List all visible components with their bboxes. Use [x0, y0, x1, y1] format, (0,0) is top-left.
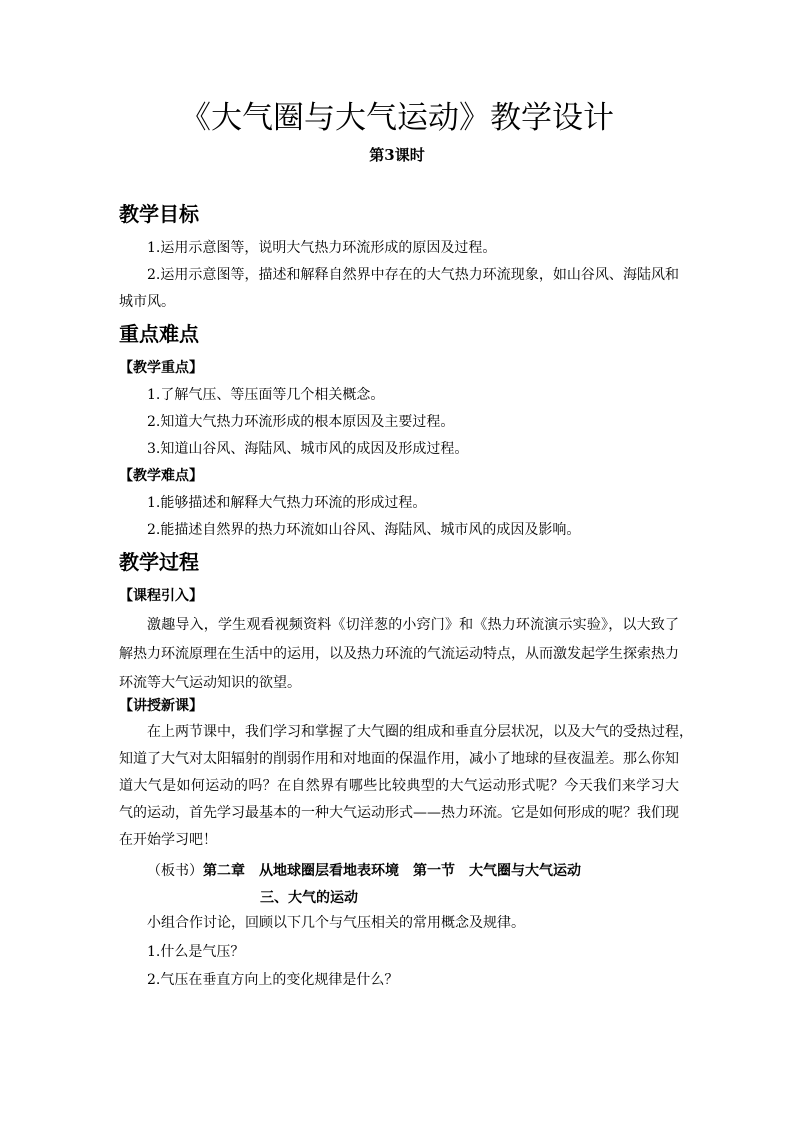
intro-tag: 【课程引入】: [119, 588, 203, 604]
process-heading: 教学过程: [119, 550, 199, 574]
question-2: 2.气压在垂直方向上的变化规律是什么？: [147, 972, 399, 988]
document-subtitle: 第3课时: [369, 146, 425, 164]
objective-item-2-cont: 城市风。: [119, 294, 175, 310]
intro-line-3: 环流等大气运动知识的欲望。: [119, 675, 301, 691]
new-line-5: 在开始学习吧！: [119, 832, 217, 848]
difficulty-item-1: 1.能够描述和解释大气热力环流的形成过程。: [147, 495, 427, 511]
difficulty-tag: 【教学难点】: [119, 468, 203, 484]
difficulty-item-2: 2.能描述自然界的热力环流如山谷风、海陆风、城市风的成因及影响。: [147, 522, 581, 538]
new-line-3: 道大气是如何运动的吗？在自然界有哪些比较典型的大气运动形式呢？今天我们来学习大: [119, 778, 679, 794]
board-prefix: （板书）: [147, 863, 203, 879]
new-line-2: 知道了大气对太阳辐射的削弱作用和对地面的保温作用，减小了地球的昼夜温差。那么你知: [119, 751, 679, 767]
board-subheading: 三、大气的运动: [260, 890, 358, 906]
objective-item-2: 2.运用示意图等，描述和解释自然界中存在的大气热力环流现象，如山谷风、海陆风和: [147, 267, 679, 283]
emphasis-item-1: 1.了解气压、等压面等几个相关概念。: [147, 387, 385, 403]
question-1: 1.什么是气压？: [147, 944, 245, 960]
board-text: 第二章 从地球圈层看地表环境 第一节 大气圈与大气运动: [203, 863, 581, 879]
new-line-4: 气的运动，首先学习最基本的一种大气运动形式——热力环流。它是如何形成的呢？我们现: [119, 805, 679, 821]
group-discussion-line: 小组合作讨论，回顾以下几个与气压相关的常用概念及规律。: [147, 915, 525, 931]
new-line-1: 在上两节课中，我们学习和掌握了大气圈的组成和垂直分层状况，以及大气的受热过程，: [147, 724, 693, 740]
emphasis-item-2: 2.知道大气热力环流形成的根本原因及主要过程。: [147, 414, 455, 430]
emphasis-item-3: 3.知道山谷风、海陆风、城市风的成因及形成过程。: [147, 441, 469, 457]
objectives-heading: 教学目标: [119, 202, 199, 226]
intro-line-1: 激趣导入，学生观看视频资料《切洋葱的小窍门》和《热力环流演示实验》，以大致了: [147, 617, 679, 633]
intro-line-2: 解热力环流原理在生活中的运用，以及热力环流的气流运动特点，从而激发起学生探索热力: [119, 646, 679, 662]
emphasis-tag: 【教学重点】: [119, 360, 203, 376]
document-title: 《大气圈与大气运动》教学设计: [180, 100, 614, 136]
new-lesson-tag: 【讲授新课】: [119, 698, 203, 714]
objective-item-1: 1.运用示意图等，说明大气热力环流形成的原因及过程。: [147, 240, 497, 256]
key-points-heading: 重点难点: [119, 322, 199, 346]
board-line: [147, 860, 581, 882]
